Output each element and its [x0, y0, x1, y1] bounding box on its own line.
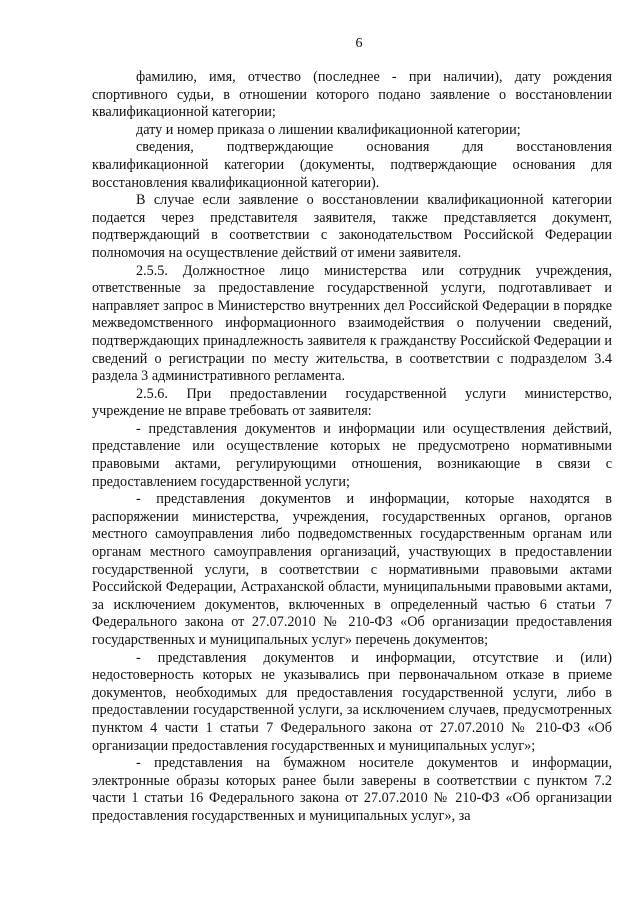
- page-number: 6: [355, 36, 363, 51]
- list-item-paper-documents: - представления на бумажном носителе документов и информации, электронные образы которых ранее были заверены в соответствии с пунктом 7.2 части 1 статьи 16 Федерального закона от 27.07.2010 № 210-ФЗ «Об организации предоставления государственных и муниципальных услуг», за: [92, 755, 612, 824]
- paragraph-representative: В случае если заявление о восстановлении квалификационной категории подается через представителя заявителя, также представляется документ, подтверждающий в соответствии с законодательством Российской Федерации полномочия на осуществление действий от имени заявителя.: [92, 192, 612, 261]
- document-body: [92, 69, 612, 826]
- paragraph-order-date: дату и номер приказа о лишении квалификационной категории;: [136, 121, 521, 138]
- paragraph-applicant-details: фамилию, имя, отчество (последнее - при наличии), дату рождения спортивного судьи, в отношении которого подано заявление о восстановлении квалификационной категории;: [92, 69, 612, 121]
- list-item-unreported-documents: - представления документов и информации, отсутствие и (или) недостоверность которых не указывались при первоначальном отказе в приеме документов, необходимых для предоставления государственной услуги, либо в предоставлении государственной услуги, за исключением случаев, предусмотренных пунктом 4 части 1 статьи 7 Федерального закона от 27.07.2010 № 210-ФЗ «Об организации предоставления государственных и муниципальных услуг»;: [92, 649, 612, 754]
- paragraph-2-5-5: 2.5.5. Должностное лицо министерства или сотрудник учреждения, ответственные за предоставление государственной услуги, подготавливает и направляет запрос в Министерство внутренних дел Российской Федерации в порядке межведомственного информационного взаимодействия о получении сведений, подтверждающих принадлежность заявителя к гражданству Российской Федерации и сведений о регистрации по месту жительства, в соответствии с подразделом 3.4 раздела 3 административного регламента.: [92, 262, 612, 385]
- list-item-actions: - представления документов и информации или осуществления действий, представление или осуществление которых не предусмотрено нормативными правовыми актами, регулирующими отношения, возникающие в связи с предоставлением государственной услуги;: [92, 420, 612, 490]
- list-item-documents-in-possession: - представления документов и информации, которые находятся в распоряжении министерства, учреждения, государственных органов, органов местного самоуправления либо подведомственных государственным органам или органам местного самоуправления организаций, участвующих в предоставлении государственной услуги, в соответствии с нормативными правовыми актами Российской Федерации, Астраханской области, муниципальными правовыми актами, за исключением документов, включенных в определенный частью 6 статьи 7 Федерального закона от 27.07.2010 № 210-ФЗ «Об организации предоставления государственных и муниципальных услуг» перечень документов;: [92, 491, 612, 648]
- paragraph-restoration-grounds: сведения, подтверждающие основания для восстановления квалификационной категории (документы, подтверждающие основания для восстановления квалификационной категории).: [92, 139, 612, 191]
- paragraph-2-5-6: 2.5.6. При предоставлении государственной услуги министерство, учреждение не вправе требовать от заявителя:: [92, 385, 612, 420]
